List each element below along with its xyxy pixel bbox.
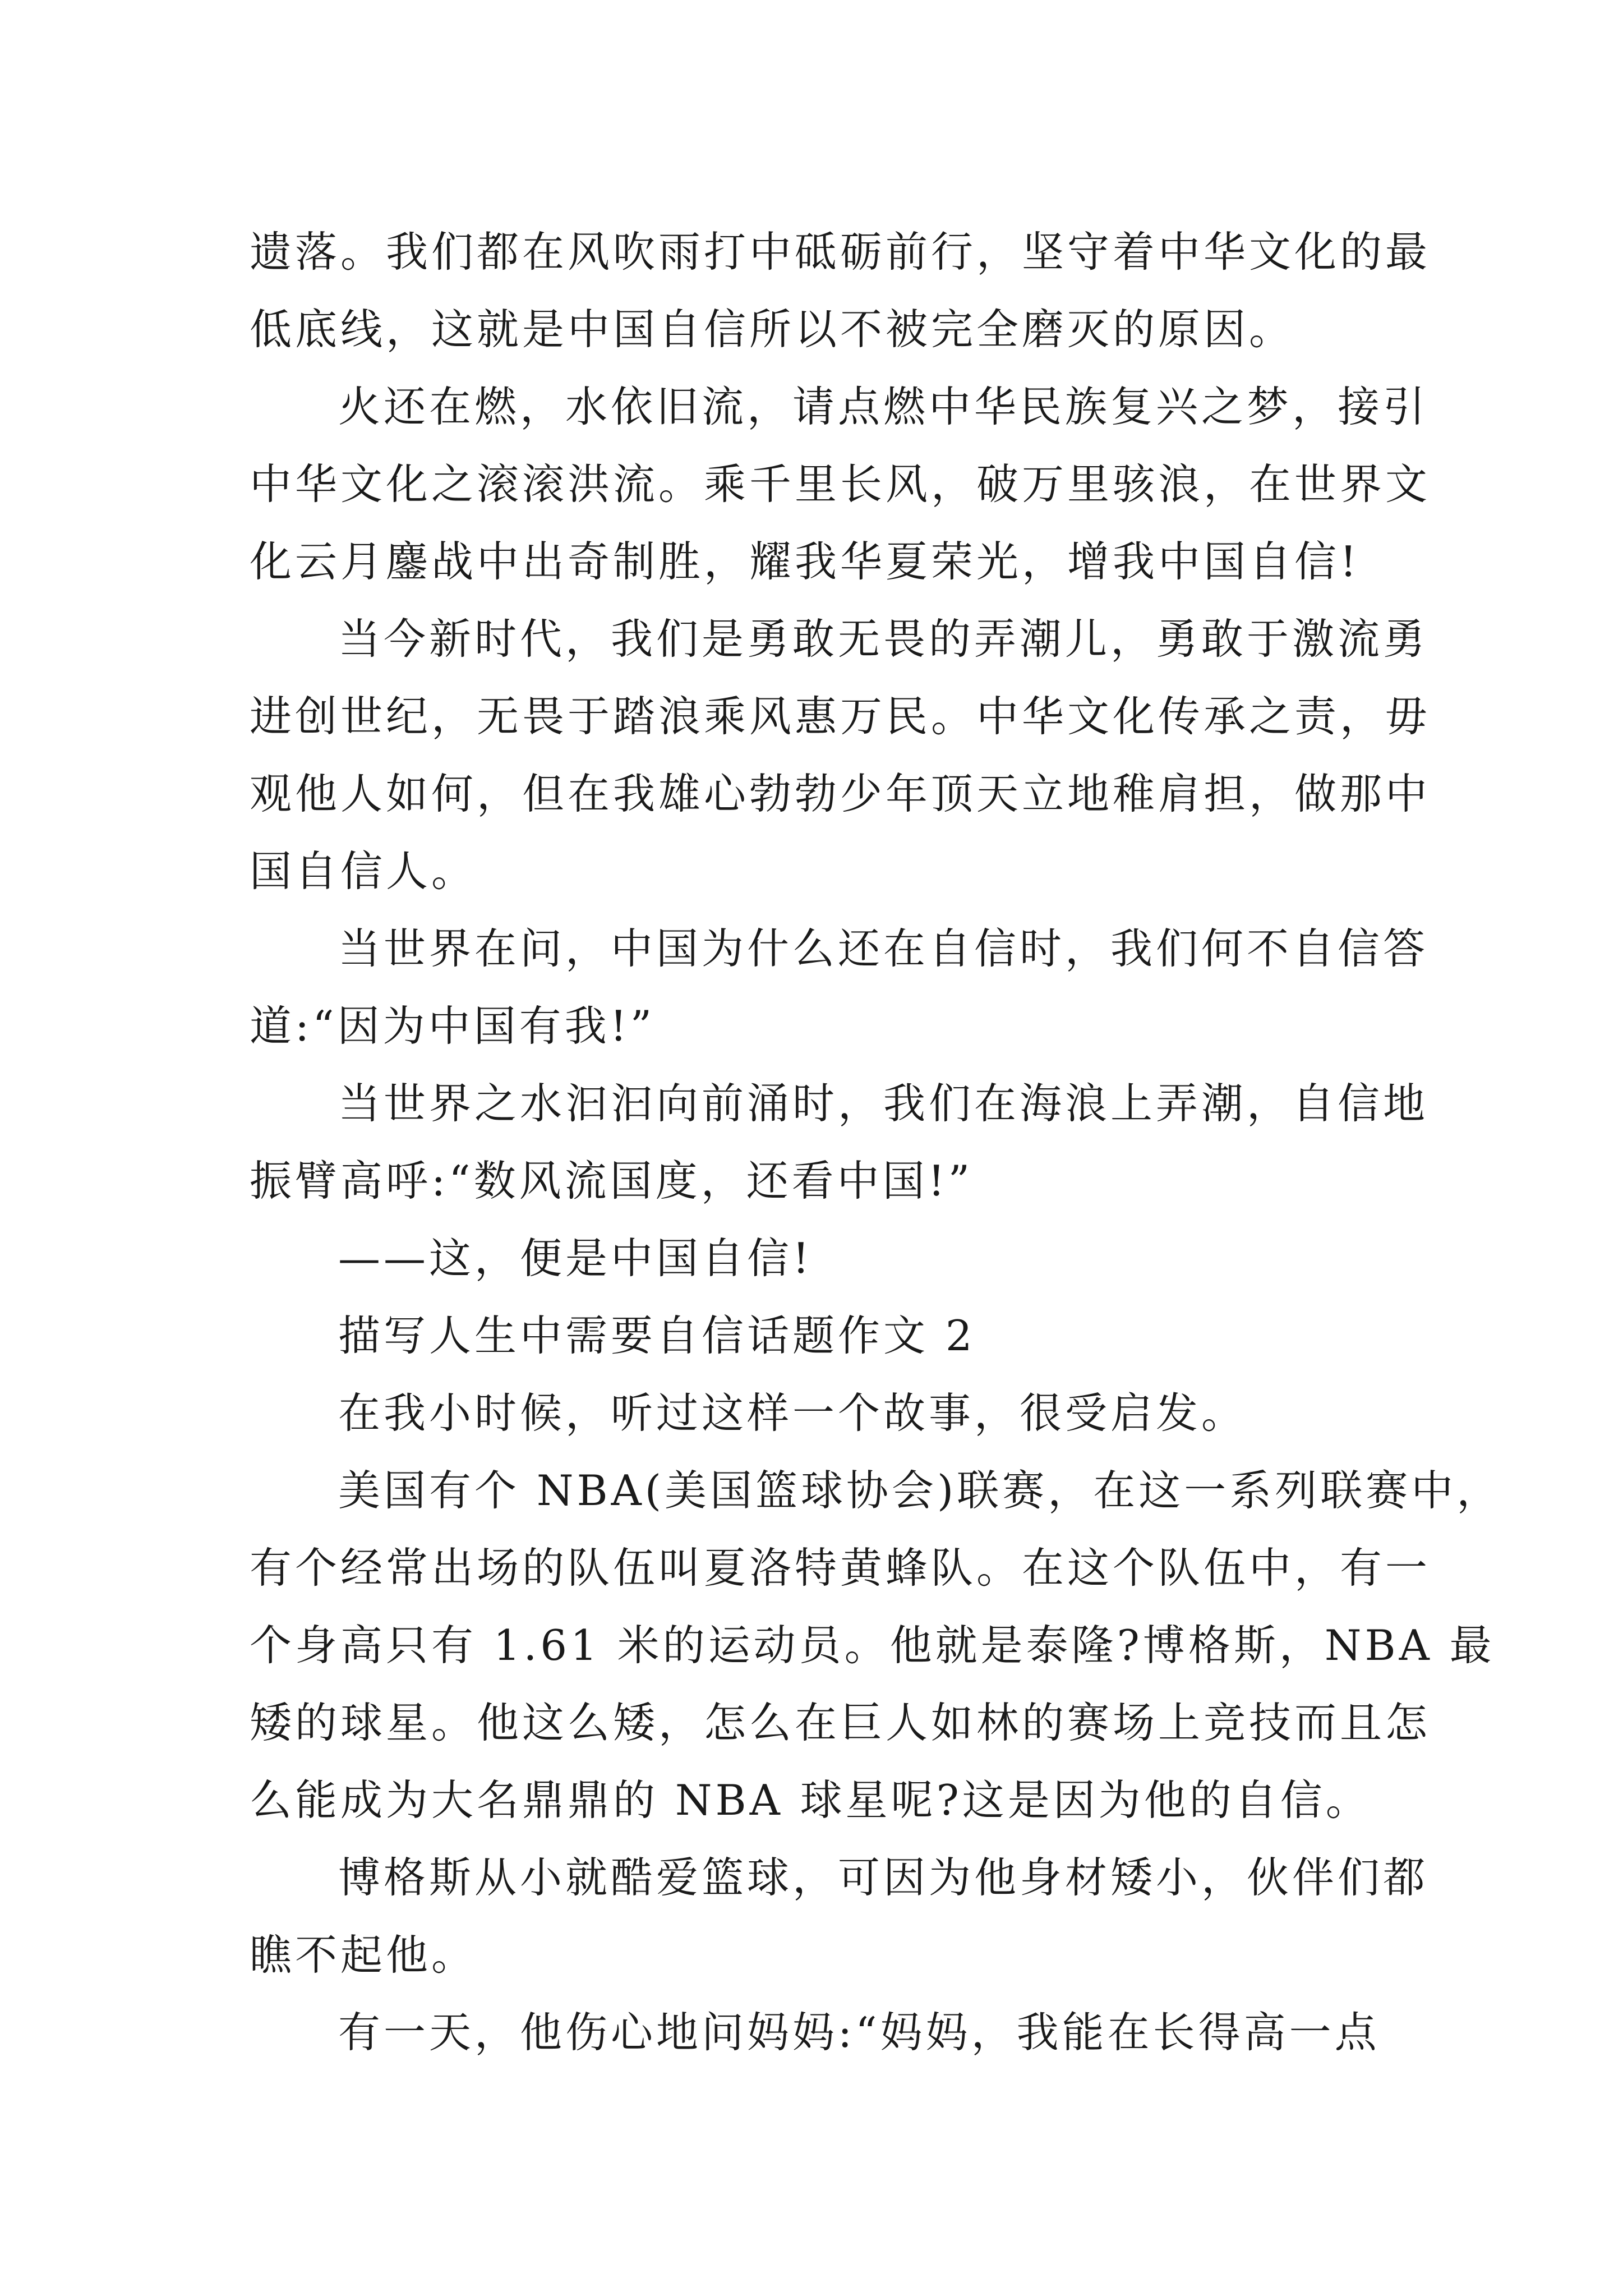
- text-line: 有个经常出场的队伍叫夏洛特黄蜂队。在这个队伍中，有一: [250, 1543, 1431, 1593]
- text-line: 个身高只有 1.61 米的运动员。他就是泰隆?博格斯，NBA 最: [250, 1621, 1495, 1670]
- text-line: 振臂高呼:“数风流国度，还看中国!”: [250, 1156, 974, 1205]
- paragraph-first-line: ——这，便是中国自信!: [338, 1234, 813, 1283]
- paragraph-first-line: 美国有个 NBA(美国篮球协会)联赛，在这一系列联赛中，: [338, 1466, 1502, 1515]
- text-line: 低底线，这就是中国自信所以不被完全磨灭的原因。: [250, 305, 1295, 354]
- text-line: 中华文化之滚滚洪流。乘千里长风，破万里骇浪，在世界文: [250, 459, 1431, 509]
- text-line: 进创世纪，无畏于踏浪乘风惠万民。中华文化传承之责，毋: [250, 692, 1431, 741]
- paragraph-first-line: 当今新时代，我们是勇敢无畏的弄潮儿，勇敢于激流勇: [338, 614, 1429, 664]
- paragraph-first-line: 当世界在问，中国为什么还在自信时，我们何不自信答: [338, 924, 1429, 973]
- paragraph-first-line: 当世界之水汩汩向前涌时，我们在海浪上弄潮，自信地: [338, 1079, 1429, 1128]
- document-body: [250, 213, 1502, 2071]
- text-line: 瞧不起他。: [250, 1930, 477, 1980]
- text-line: 遗落。我们都在风吹雨打中砥砺前行，坚守着中华文化的最: [250, 227, 1431, 277]
- text-line: 国自信人。: [250, 846, 477, 896]
- text-line: 观他人如何，但在我雄心勃勃少年顶天立地稚肩担，做那中: [250, 769, 1431, 818]
- paragraph-first-line: 博格斯从小就酷爱篮球，可因为他身材矮小，伙伴们都: [338, 1853, 1429, 1902]
- paragraph-first-line: 火还在燃，水依旧流，请点燃中华民族复兴之梦，接引: [338, 382, 1429, 431]
- section-heading: 描写人生中需要自信话题作文 2: [338, 1311, 976, 1360]
- paragraph-first-line: 在我小时候，听过这样一个故事，很受启发。: [338, 1388, 1247, 1438]
- text-line: 么能成为大名鼎鼎的 NBA 球星呢?这是因为他的自信。: [250, 1775, 1371, 1825]
- paragraph-first-line: 有一天，他伤心地问妈妈:“妈妈，我能在长得高一点: [338, 2008, 1380, 2057]
- text-line: 道:“因为中国有我!”: [250, 1001, 656, 1051]
- text-line: 矮的球星。他这么矮，怎么在巨人如林的赛场上竞技而且怎: [250, 1698, 1431, 1747]
- text-line: 化云月鏖战中出奇制胜，耀我华夏荣光，增我中国自信!: [250, 537, 1361, 586]
